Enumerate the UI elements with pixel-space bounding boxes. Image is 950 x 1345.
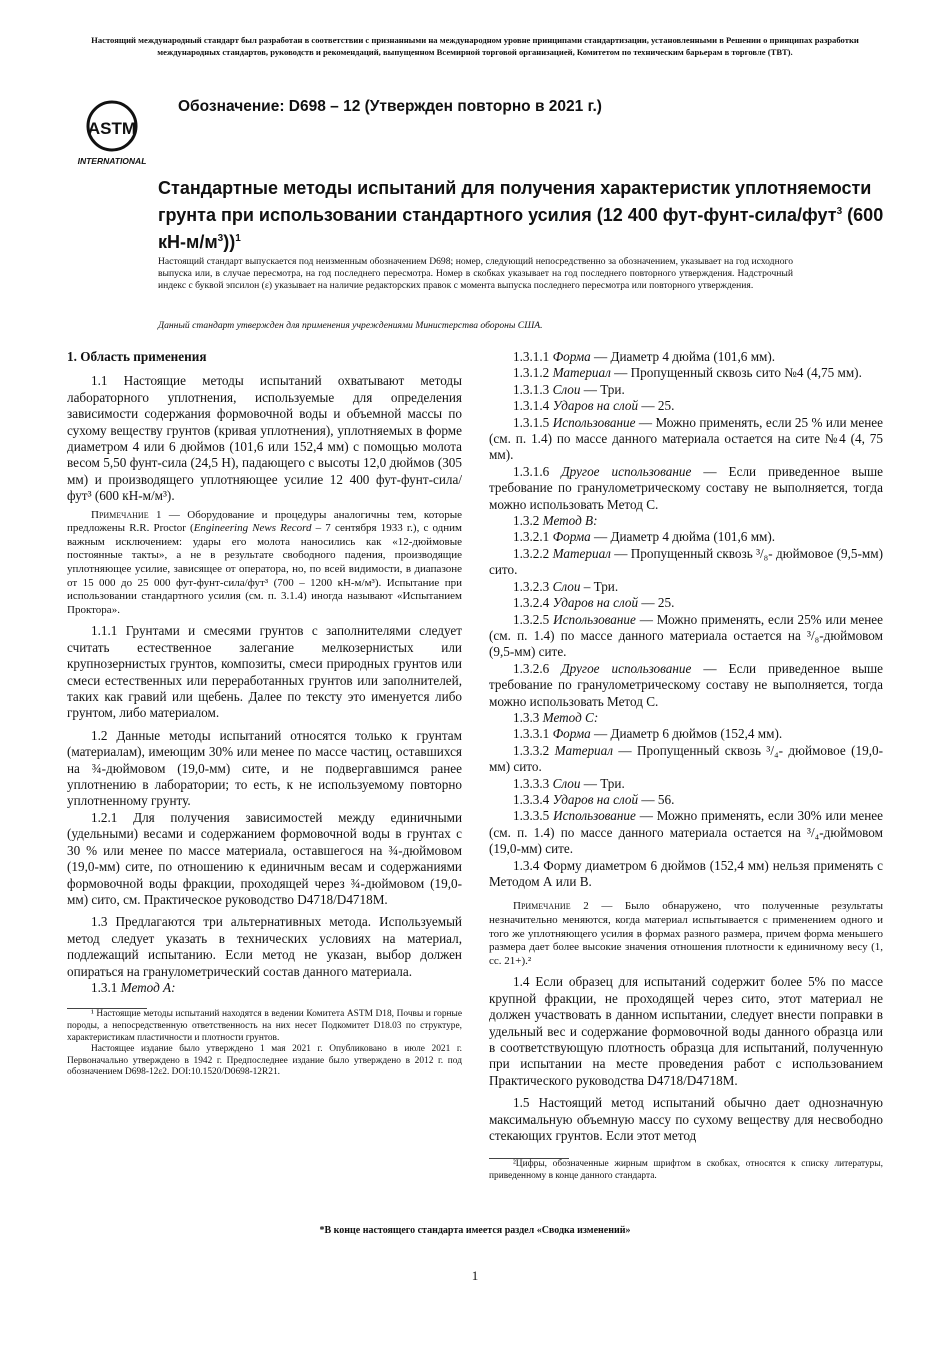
clause: 1.3.1.6 Другое использование — Если приведенное выше требование по гранулометрическому составу не выполняется, тогда можно использовать Метод С. (489, 463, 883, 512)
clause: 1.3.3.5 Использование — Можно применять, если 30% или менее (см. п. 1.4) по массе данного материала остается на ³/₄-дюймовом (19,0-мм) сите. (489, 808, 883, 857)
clause: 1.3.2.2 Материал — Пропущенный сквозь ³/₈- дюймовое (9,5-мм) сито. (489, 545, 883, 578)
note-journal: Engineering News Record (193, 522, 312, 535)
clause: 1.3.2.3 Слои – Три. (513, 578, 619, 594)
paragraph: 1.2.1 Для получения зависимостей между единичными (удельными) весами и содержанием формовочной воды в грунтах с 30 % или менее по массе материала, оставшегося на ¾-дюймовом (19,0-мм) сите, по отношению к единичным весам и содержаниями формовочной воды фракции, проходящей через ¾-дюймовом (19,0-мм) сито, см. Практическое руководство D4718/D4718M. (67, 809, 462, 907)
clause: 1.3.2.1 Форма — Диаметр 4 дюйма (101,6 мм). (513, 529, 776, 545)
title-sup: 3 (217, 233, 224, 244)
note-label: Примечание 2 (513, 900, 589, 913)
clause-number: 1.3.1 (91, 979, 121, 995)
clause: 1.3.2.4 Ударов на слой — 25. (513, 595, 675, 611)
document-title (158, 176, 898, 254)
international-standard-notice: Настоящий международный стандарт был разработан в соответствии с признанными на международном уровне принципами стандартизации, установленными в Решении о принципах разработки международных стандартов, руководств и рекомендаций, выпущенном Всемирной торговой организацией, Комитетом по техническим барьерам в торговле (ТВТ). (91, 35, 859, 57)
page-number: 1 (471, 1268, 479, 1283)
paragraph (67, 980, 462, 996)
paragraph: 1.1.1 Грунтами и смесями грунтов с заполнителями следует считать естественное залегание мелкозернистых или крупнозернистых грунтов, композиты, смеси природных грунтов или смеси естественных или переработанных грунтов или заполнителей, таких как гравий или щебень. Далее по тексту это именуется либо грунтом, либо материалом. (67, 623, 462, 721)
paragraph: 1.3.4 Форму диаметром 6 дюймов (152,4 мм) нельзя применять с Методом А или В. (489, 857, 883, 889)
left-column (67, 349, 462, 1079)
clause: 1.3.2.6 Другое использование — Если приведенное выше требование по гранулометрическому составу не выполняется, тогда можно использовать Метод С. (489, 660, 883, 709)
note-text: – 7 сентября 1933 г.), с одним важным исключением: удары его молота наносились как «12-дюймовые постоянные такты», а не в результате свободного падения, производящие уплотняющее усилие, зависящее от оператора, но, по всей видимости, в диапазоне от 15 000 до 25 000 фут-фунт-сила/фут³ (700 – 1200 кН-м/м³). Испытание при использовании стандартного усилия (см. п. 3.1.4) иногда называют «Испытанием Проктора». (67, 522, 462, 616)
clause: 1.3.3.2 Материал — Пропущенный сквозь ³/₄- дюймовое (19,0-мм) сито. (489, 742, 883, 775)
clause: 1.3.1.1 Форма — Диаметр 4 дюйма (101,6 мм). (513, 349, 776, 364)
section-heading: 1. Область применения (67, 349, 207, 364)
note-text: — Оборудование и процедуры аналогичны тем, которые предложены R.R. Proctor ( (67, 508, 462, 535)
designation: Обозначение: D698 – 12 (Утвержден повторно в 2021 г.) (178, 98, 602, 115)
summary-of-changes-note: *В конце настоящего стандарта имеется раздел «Сводка изменений» (319, 1225, 631, 1236)
clause: 1.3.2 Метод В: (513, 513, 598, 529)
title-footnote-ref: 1 (235, 233, 241, 244)
clause: 1.3.1.3 Слои — Три. (513, 381, 625, 397)
footnote-1: ¹ Настоящие методы испытаний находятся в ведении Комитета ASTM D18, Почвы и горные породы, а непосредственную ответственность на них несет Подкомитет D18.03 по структуре, характеристикам пластичности и плотности грунтов. (67, 1009, 462, 1043)
paragraph: 1.5 Настоящий метод испытаний обычно дает однозначную максимальную объемную массу по сухому веществу для несвободно стекающих грунтов. Если этот метод (489, 1095, 883, 1144)
paragraph: 1.4 Если образец для испытаний содержит более 5% по массе крупной фракции, не проходящей через сито, этот материал не должен участвовать в данном испытании, следует внести поправки в удельный вес и содержание формовочной воды данного образца или в соответствующую плотность образца для испытаний, полученную при испытании на месте проведения работ с использованием Практического руководства D4718/D4718M. (489, 974, 883, 1088)
paragraph: 1.3 Предлагаются три альтернативных метода. Используемый метод следует указать в технических условиях на материал, подлежащий испытанию. Если метод не указан, выбор должен опираться на гранулометрический состав данного материала. (67, 914, 462, 979)
clause: 1.3.1.4 Ударов на слой — 25. (513, 398, 675, 414)
paragraph: 1.1 Настоящие методы испытаний охватывают методы лабораторного уплотнения, используемые для определения зависимости содержания формовочной воды и объемной массы по сухому веществу грунтов (кривая уплотнения), уплотняемых в форме диаметром 4 или 6 дюймов (101,6 или 152,4 мм) с помощью молота весом 5,50 фунт-сила (24,5 Н), падающего с высоты 12,0 дюймов (305 мм) и производящего уплотняющее усилие 12 400 фут-фунт-сила/фут³ (600 кН-м/м³). (67, 373, 462, 504)
note-text: — Было обнаружено, что полученные результаты незначительно меняются, когда материал испытывается с применением одного и того же уплотняющего усилия в формах разного размера, причем форма меньшего размера дает более высокие значения отношения плотности к единичному весу (1, сс. 21+).² (489, 900, 883, 967)
title-text: (600 кН-м/м (158, 205, 884, 252)
clause: 1.3.1.5 Использование — Можно применять, если 25 % или менее (см. п. 1.4) по массе данного материала остается на сите №4 (4, 75 мм). (489, 414, 883, 463)
title-text: )) (223, 232, 236, 252)
clause-title: Метод А: (120, 979, 176, 995)
title-sup: 3 (836, 206, 843, 217)
dod-approval-note: Данный стандарт утвержден для применения учреждениями Министерства обороны США. (158, 320, 543, 331)
clause: 1.3.3.3 Слои — Три. (513, 775, 625, 791)
issuance-note: Настоящий стандарт выпускается под неизменным обозначением D698; номер, следующий непосредственно за обозначением, указывает на год исходного выпуска или, в случае пересмотра, на год последнего пересмотра. Номер в скобках указывает на год последнего повторного утверждения. Надстрочный индекс с буквой эпсилон (ε) указывает на наличие редакторских правок с момента выпуска последнего пересмотра или повторного утверждения. (158, 256, 793, 291)
astm-logo (76, 98, 156, 168)
note-2 (489, 900, 883, 968)
note-1 (67, 509, 462, 618)
astm-logo-caption: INTERNATIONAL (77, 156, 147, 166)
right-column (489, 349, 883, 1183)
paragraph: 1.2 Данные методы испытаний относятся только к грунтам (материалам), имеющим 30% или менее по массе частиц, оставшихся на ¾-дюймовом (19,0-мм) сите, и не подвергавшимся ранее уплотнению в лаборатории; то есть, к не используемому повторно уплотненному грунту. (67, 727, 462, 809)
title-text: Стандартные методы испытаний для получения характеристик уплотняемости грунта при использовании стандартного усилия (12 400 фут-фунт-сила/фут (158, 178, 872, 225)
astm-logo-letters: ASTM (87, 119, 137, 138)
note-label: Примечание 1 (91, 508, 162, 521)
clause: 1.3.2.5 Использование — Можно применять, если 25% или менее (см. п. 1.4) по массе данного материала остается на ³/₈-дюймовом (9,5-мм) сите. (489, 611, 883, 660)
clause: 1.3.3 Метод С: (513, 709, 599, 725)
clause: 1.3.3.1 Форма — Диаметр 6 дюймов (152,4 мм). (513, 726, 783, 742)
footnote-2: ²Цифры, обозначенные жирным шрифтом в скобках, относятся к списку литературы, приведенному в конце данного стандарта. (489, 1159, 883, 1182)
footnote-1-history: Настоящее издание было утверждено 1 мая 2021 г. Опубликовано в июле 2021 г. Первоначально утверждено в 1942 г. Предпоследнее издание было утверждено в 2012 г. под обозначением D698-12ε2. DOI:10.1520/D0698-12R21. (67, 1044, 462, 1078)
clause: 1.3.1.2 Материал — Пропущенный сквозь сито №4 (4,75 мм). (513, 365, 862, 381)
clause: 1.3.3.4 Ударов на слой — 56. (513, 791, 675, 807)
